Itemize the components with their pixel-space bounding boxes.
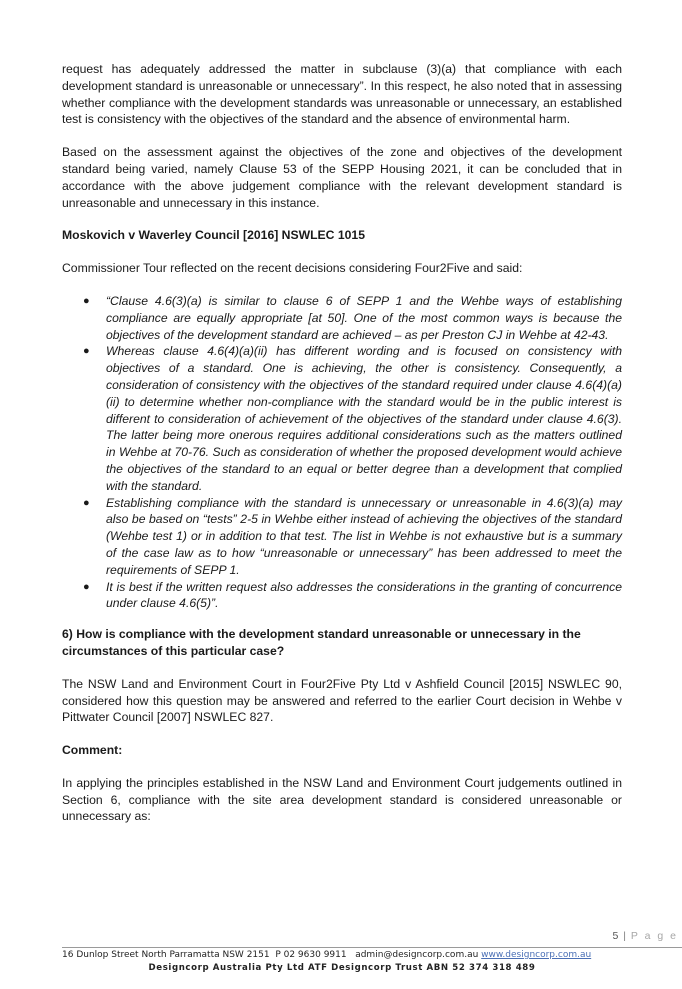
- footer-address: 16 Dunlop Street North Parramatta NSW 2151: [62, 950, 270, 960]
- footer-contact: [62, 949, 682, 961]
- paragraph-5: In applying the principles established in the NSW Land and Environment Court judgements outlined in Section 6, compliance with the site area development standard is considered unreasonable or unnecessary as:: [62, 775, 622, 824]
- quote-text: Establishing compliance with the standard is unnecessary or unreasonable in 4.6(3)(a) may also be based on “tests” 2-5 in Wehbe either instead of achieving the objectives of the standard (Wehbe test 1) or in addition to that test. The list in Wehbe is not exhaustive but is a summary of the case law as to how “unreasonable or unnecessary” has been addressed to meet the requirements of SEPP 1.: [106, 495, 622, 577]
- page-number-separator: |: [623, 930, 627, 942]
- case-heading: Moskovich v Waverley Council [2016] NSWLEC 1015: [62, 228, 365, 243]
- page-number-value: 5: [612, 930, 620, 942]
- quote-text: Whereas clause 4.6(4)(a)(ii) has different wording and is focused on consistency with objectives of a standard. One is achieving, the other is consistency. Consequently, a consideration of consistency with the objectives of the standard required under clause 4.6(4)(a)(ii) to determine whether non-compliance with the standard would be in the public interest is different to consideration of achievement of the objectives of the standard under clause 4.6(3). The latter being more onerous requires additional considerations such as the matters outlined in Wehbe at 70-76. Such as consideration of whether the proposed development would achieve the objectives of the standard to an equal or better degree than a development that complied with the standard.: [106, 344, 622, 493]
- footer-website-link[interactable]: www.designcorp.com.au: [481, 950, 592, 960]
- bullet-icon: ●: [83, 580, 90, 593]
- paragraph-4: The NSW Land and Environment Court in Four2Five Pty Ltd v Ashfield Council [2015] NSWLEC 90, considered how this question may be answered and referred to the earlier Court decision in Wehbe v Pittwater Council [2007] NSWLEC 827.: [62, 676, 622, 725]
- footer-email[interactable]: admin@designcorp.com.au: [355, 950, 479, 960]
- page-label: P a g e: [630, 930, 678, 942]
- quote-item: [62, 343, 622, 494]
- quote-item: [62, 293, 622, 343]
- paragraph-1: request has adequately addressed the matter in subclause (3)(a) that compliance with each development standard is unreasonable or unnecessary”. In this respect, he also noted that in assessing whether compliance with the development standards was unreasonable or unnecessary, an established test is consistency with the objectives of the standard and the absence of environmental harm.: [62, 62, 622, 127]
- footer-divider: [62, 947, 682, 948]
- section-heading: 6) How is compliance with the development standard unreasonable or unnecessary in the circumstances of this particular case?: [62, 627, 581, 658]
- page-body: [62, 61, 622, 841]
- quote-item: [62, 579, 622, 613]
- paragraph-2: Based on the assessment against the objectives of the zone and objectives of the development standard being varied, namely Clause 53 of the SEPP Housing 2021, it can be concluded that in accordance with the above judgement compliance with the relevant development standard is unreasonable and unnecessary in this instance.: [62, 145, 622, 210]
- comment-heading: Comment:: [62, 743, 123, 758]
- quote-text: It is best if the written request also addresses the considerations in the granting of concurrence under clause 4.6(5)”.: [106, 579, 622, 611]
- page-number: [612, 930, 678, 942]
- quote-text: “Clause 4.6(3)(a) is similar to clause 6 of SEPP 1 and the Wehbe ways of establishing compliance are equally appropriate [at 50]. One of the most common ways is because the objectives of the development standard are achieved – as per Preston CJ in Wehbe at 42-43.: [106, 293, 622, 342]
- footer-phone: P 02 9630 9911: [275, 950, 347, 960]
- quote-item: [62, 495, 622, 579]
- bullet-icon: ●: [83, 294, 90, 307]
- bullet-icon: ●: [83, 345, 90, 358]
- paragraph-3: Commissioner Tour reflected on the recent decisions considering Four2Five and said:: [62, 261, 523, 276]
- quote-list: [62, 293, 622, 612]
- footer-company: Designcorp Australia Pty Ltd ATF Designcorp Trust ABN 52 374 318 489: [148, 963, 536, 973]
- bullet-icon: ●: [83, 496, 90, 509]
